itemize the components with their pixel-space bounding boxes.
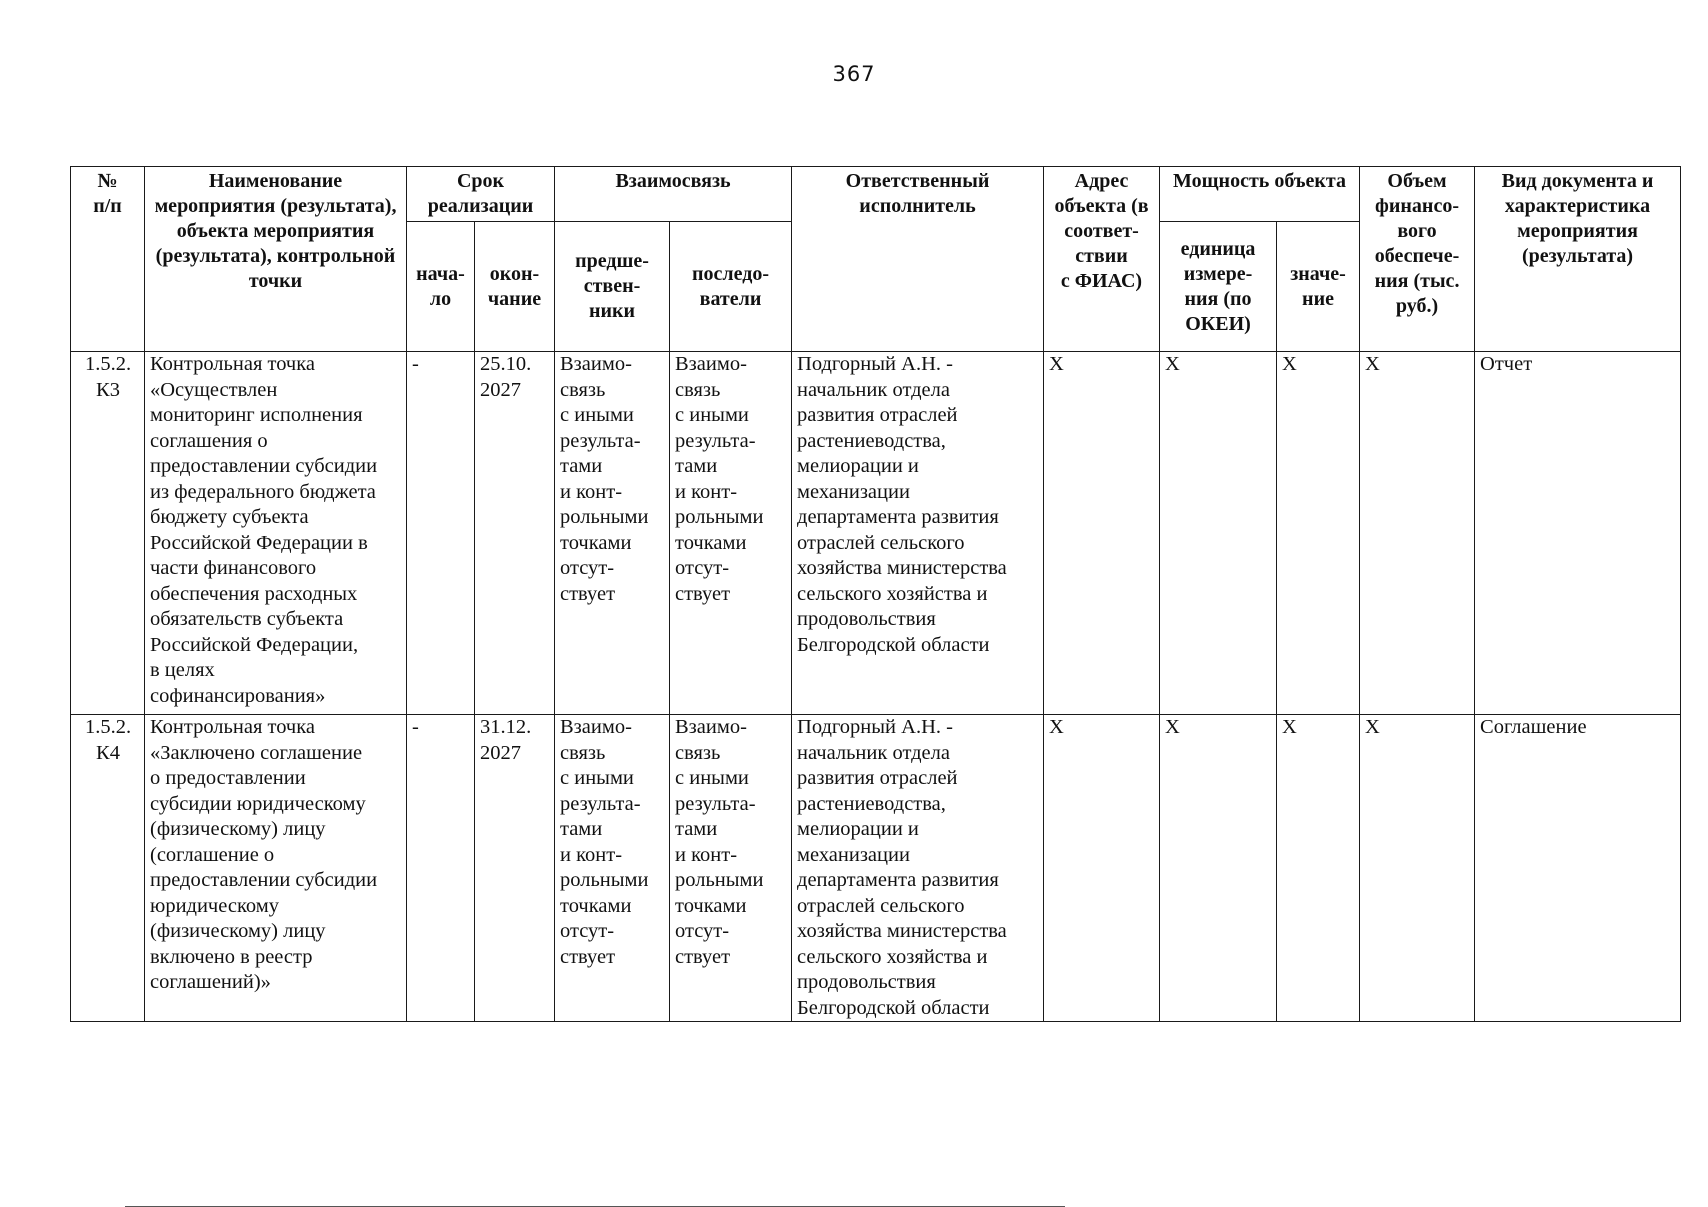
cell-start: - (407, 715, 475, 1022)
cell-next: Взаимо- связь с иными результа- тами и конт- рольными точками отсут- ствует (670, 352, 792, 715)
header-responsible: Ответственный исполнитель (792, 167, 1044, 352)
cell-responsible: Подгорный А.Н. - начальник отдела развития отраслей растениеводства, мелиорации и механизации департамента развития отраслей сельского хозяйства министерства сельского хозяйства и продовольствия Белгородской области (792, 352, 1044, 715)
header-period-start: нача- ло (407, 222, 475, 352)
header-period-end: окон- чание (475, 222, 555, 352)
header-doc: Вид документа и характеристика мероприятия (результата) (1475, 167, 1681, 352)
table-row (71, 352, 1681, 715)
header-link-prev: предше- ствен- ники (555, 222, 670, 352)
table-row (71, 715, 1681, 1022)
cell-name: Контрольная точка «Осуществлен мониторинг исполнения соглашения о предоставлении субсидии из федерального бюджета бюджету субъекта Российской Федерации в части финансового обеспечения расходных обязательств субъекта Российской Федерации, в целях софинансирования» (145, 352, 407, 715)
header-period: Срок реализации (407, 167, 555, 222)
cell-value: X (1277, 352, 1360, 715)
cell-num: 1.5.2. К4 (71, 715, 145, 1022)
header-capacity: Мощность объекта (1160, 167, 1360, 222)
cell-responsible: Подгорный А.Н. - начальник отдела развития отраслей растениеводства, мелиорации и механизации департамента развития отраслей сельского хозяйства министерства сельского хозяйства и продовольствия Белгородской области (792, 715, 1044, 1022)
cell-name: Контрольная точка «Заключено соглашение о предоставлении субсидии юридическому (физическому) лицу (соглашение о предоставлении субсидии юридическому (физическому) лицу включено в реестр соглашений)» (145, 715, 407, 1022)
cell-unit: X (1160, 352, 1277, 715)
cell-address: X (1044, 352, 1160, 715)
cell-prev: Взаимо- связь с иными результа- тами и конт- рольными точками отсут- ствует (555, 352, 670, 715)
cell-end: 31.12. 2027 (475, 715, 555, 1022)
cell-doc: Соглашение (1475, 715, 1681, 1022)
cell-funding: X (1360, 715, 1475, 1022)
cell-end: 25.10. 2027 (475, 352, 555, 715)
header-capacity-value: значе- ние (1277, 222, 1360, 352)
cell-prev: Взаимо- связь с иными результа- тами и конт- рольными точками отсут- ствует (555, 715, 670, 1022)
cell-next: Взаимо- связь с иными результа- тами и конт- рольными точками отсут- ствует (670, 715, 792, 1022)
cell-funding: X (1360, 352, 1475, 715)
page-number: 367 (832, 62, 876, 86)
header-funding: Объем финансо- вого обеспече- ния (тыс. руб.) (1360, 167, 1475, 352)
header-link: Взаимосвязь (555, 167, 792, 222)
header-capacity-unit: единица измере- ния (по ОКЕИ) (1160, 222, 1277, 352)
control-points-table (70, 166, 1681, 1022)
cell-start: - (407, 352, 475, 715)
cell-value: X (1277, 715, 1360, 1022)
header-num: № п/п (71, 167, 145, 352)
header-address: Адрес объекта (в соответ- ствии с ФИАС) (1044, 167, 1160, 352)
cell-num: 1.5.2. К3 (71, 352, 145, 715)
cell-address: X (1044, 715, 1160, 1022)
header-link-next: последо- ватели (670, 222, 792, 352)
cell-doc: Отчет (1475, 352, 1681, 715)
header-name: Наименование мероприятия (результата), объекта мероприятия (результата), контрольной точки (145, 167, 407, 352)
cell-unit: X (1160, 715, 1277, 1022)
